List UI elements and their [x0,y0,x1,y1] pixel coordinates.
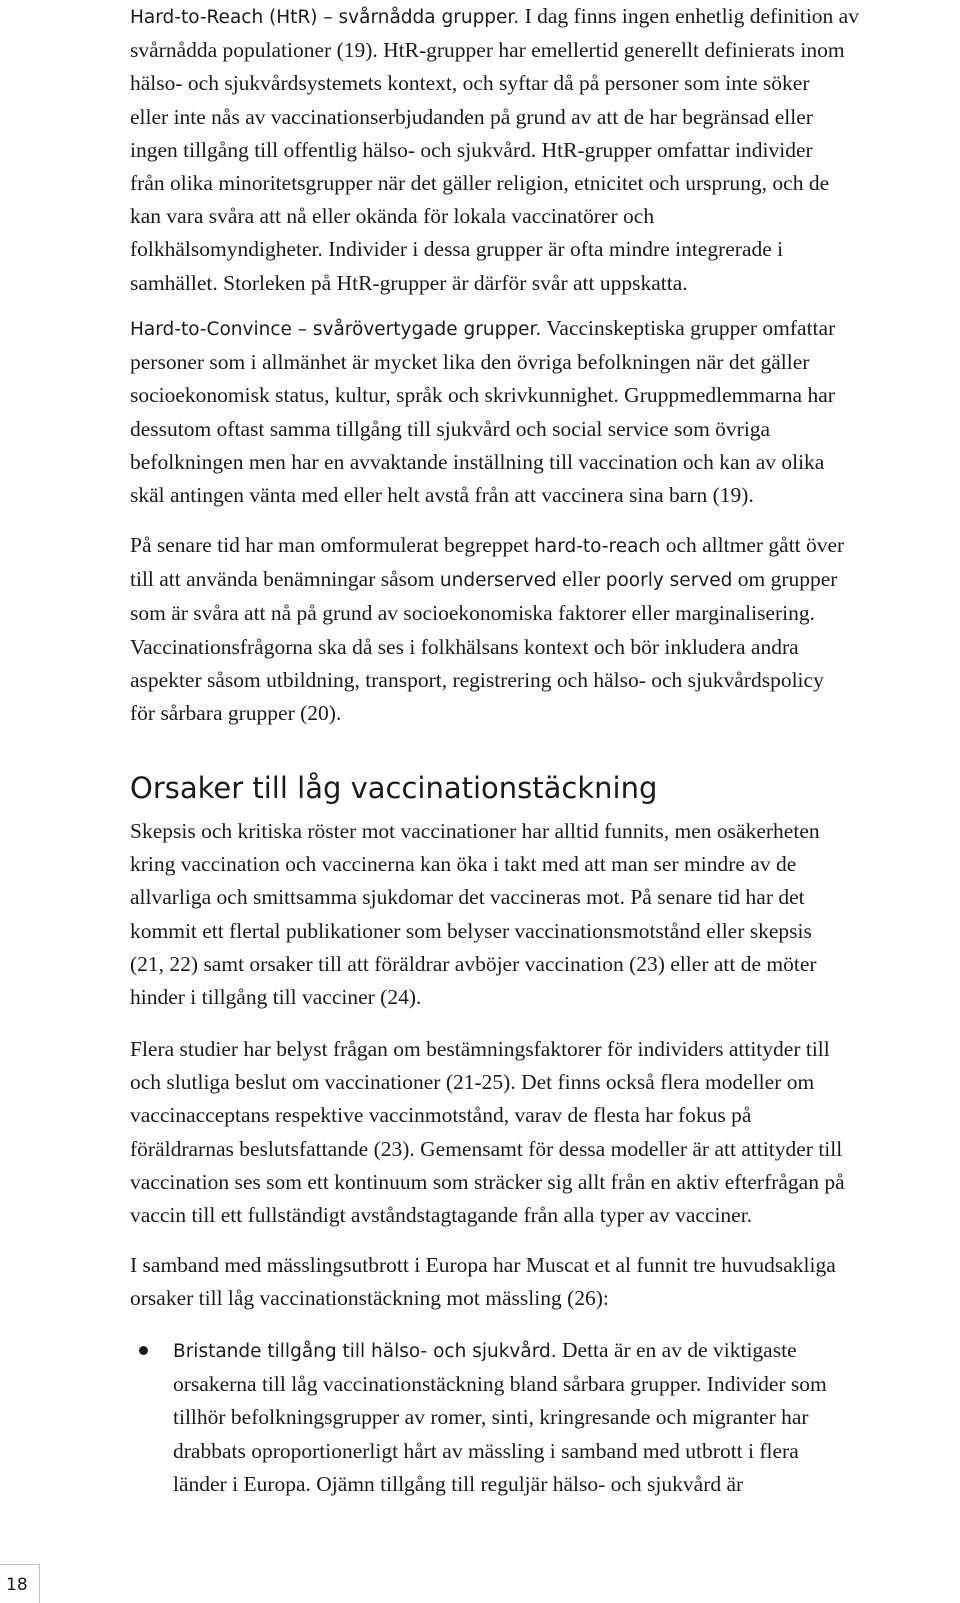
text-line: vaccinacceptans respektive vaccinmotstånd, varav de flesta har fokus på [130,1103,752,1128]
paragraph-terminology [130,529,940,730]
text-line: skäl antingen vänta med eller helt avstå från att vaccinera sina barn (19). [130,483,754,508]
text-line: Hard-to-Reach (HtR) – svårnådda grupper. I dag finns ingen enhetlig definition av [130,4,859,28]
text-line: I samband med mässlingsutbrott i Europa har Muscat et al funnit tre huvudsakliga [130,1253,836,1277]
page-number: 18 [0,1564,40,1603]
text-line: vaccination ses som ett kontinuum som sträcker sig allt från en aktiv efterfrågan på [130,1169,845,1194]
text-line: eller inte nås av vaccinationserbjudanden på grund av att de har begränsad eller [130,104,813,129]
term-bristande-tillgang: Bristande tillgång till hälso- och sjukvård. [173,1341,557,1362]
text-line: för sårbara grupper (20). [130,701,342,726]
text-line: aspekter såsom utbildning, transport, registrering och hälso- och sjukvårdspolicy [130,667,824,692]
term-poorly-served: poorly served [605,570,733,592]
text-line: Skepsis och kritiska röster mot vaccinationer har alltid funnits, men osäkerheten [130,819,820,843]
paragraph-hard-to-convince [130,312,940,512]
text-line: föräldrarnas beslutsfattande (23). Gemensamt för dessa modeller är att attityder till [130,1136,843,1161]
text-line: folkhälsomyndigheter. Individer i dessa grupper är ofta mindre integrerade i [130,237,784,262]
text-line: orsakerna till låg vaccinationstäckning bland sårbara grupper. Individer som [173,1372,827,1397]
term-underserved: underserved [439,570,557,592]
bullet-list [130,1334,950,1501]
text-line: till att använda benämningar såsom underserved eller poorly served om grupper [130,567,838,592]
text-line: vaccin till ett fullständigt avståndstagtagande från alla typer av vacciner. [130,1203,753,1228]
term-hard-to-reach-inline: hard-to-reach [534,536,661,557]
text-line: kommit ett flertal publikationer som belyser vaccinationsmotstånd eller skepsis [130,918,812,943]
text-line: socioekonomisk status, kultur, språk och skrivkunnighet. Gruppmedlemmarna har [130,383,835,408]
section-heading: Orsaker till låg vaccinationstäckning [130,771,658,805]
text-line: dessutom oftast samma tillgång till sjukvård och social service som övriga [130,416,771,441]
text-line: personer som i allmänhet är mycket lika den övriga befolkningen när det gäller [130,350,810,375]
text-line: från olika minoritetsgrupper när det gäller religion, etnicitet och ursprung, och de [130,171,830,196]
term-hard-to-convince: Hard-to-Convince – svårövertygade grupper. [130,319,542,340]
text-line: Flera studier har belyst frågan om bestämningsfaktorer för individers attityder till [130,1037,830,1061]
bullet-icon [139,1346,148,1355]
text-line: och slutliga beslut om vaccinationer (21-25). Det finns också flera modeller om [130,1070,815,1095]
paragraph-skepsis [130,815,940,1014]
text-line: hälso- och sjukvårdsystemets kontext, och syftar då på personer som inte söker [130,71,810,96]
text-line: kring vaccination och vaccinerna kan öka i takt med att man ser mindre av de [130,852,797,877]
list-item [130,1334,950,1501]
text-line: svårnådda populationer (19). HtR-grupper har emellertid generellt definierats inom [130,38,845,63]
text-line: På senare tid har man omformulerat begreppet hard-to-reach och alltmer gått över [130,533,845,557]
text-line: orsaker till låg vaccinationstäckning mot mässling (26): [130,1286,609,1311]
text-line: tillhör befolkningsgrupper av romer, sinti, kringresande och migranter har [173,1405,809,1430]
text-line: drabbats oproportionerligt hårt av mässling i samband med utbrott i flera [173,1438,799,1463]
text-line: som är svåra att nå på grund av socioekonomiska faktorer eller marginalisering. [130,601,815,626]
paragraph-measles [130,1249,940,1315]
paragraph-hard-to-reach [130,0,940,300]
term-hard-to-reach: Hard-to-Reach (HtR) – svårnådda grupper. [130,7,520,28]
text-line: Vaccinationsfrågorna ska då ses i folkhälsans kontext och bör inkludera andra [130,634,799,659]
text-line: samhället. Storleken på HtR-grupper är därför svår att uppskatta. [130,270,688,295]
text-line: Hard-to-Convince – svårövertygade grupper. Vaccinskeptiska grupper omfattar [130,316,836,340]
text-line: ingen tillgång till offentlig hälso- och sjukvård. HtR-grupper omfattar individer [130,137,813,162]
text-line: Bristande tillgång till hälso- och sjukvård. Detta är en av de viktigaste [173,1338,797,1362]
text-line: länder i Europa. Ojämn tillgång till reguljär hälso- och sjukvård är [173,1471,744,1496]
text-line: befolkningen men har en avvaktande inställning till vaccination och kan av olika [130,449,825,474]
text-line: allvarliga och smittsamma sjukdomar det vaccineras mot. På senare tid har det [130,885,805,910]
text-line: (21, 22) samt orsaker till att föräldrar avböjer vaccination (23) eller att de möter [130,951,817,976]
text-line: hinder i tillgång till vacciner (24). [130,985,422,1010]
text-line: kan vara svåra att nå eller okända för lokala vaccinatörer och [130,204,655,229]
paragraph-studies [130,1033,940,1232]
